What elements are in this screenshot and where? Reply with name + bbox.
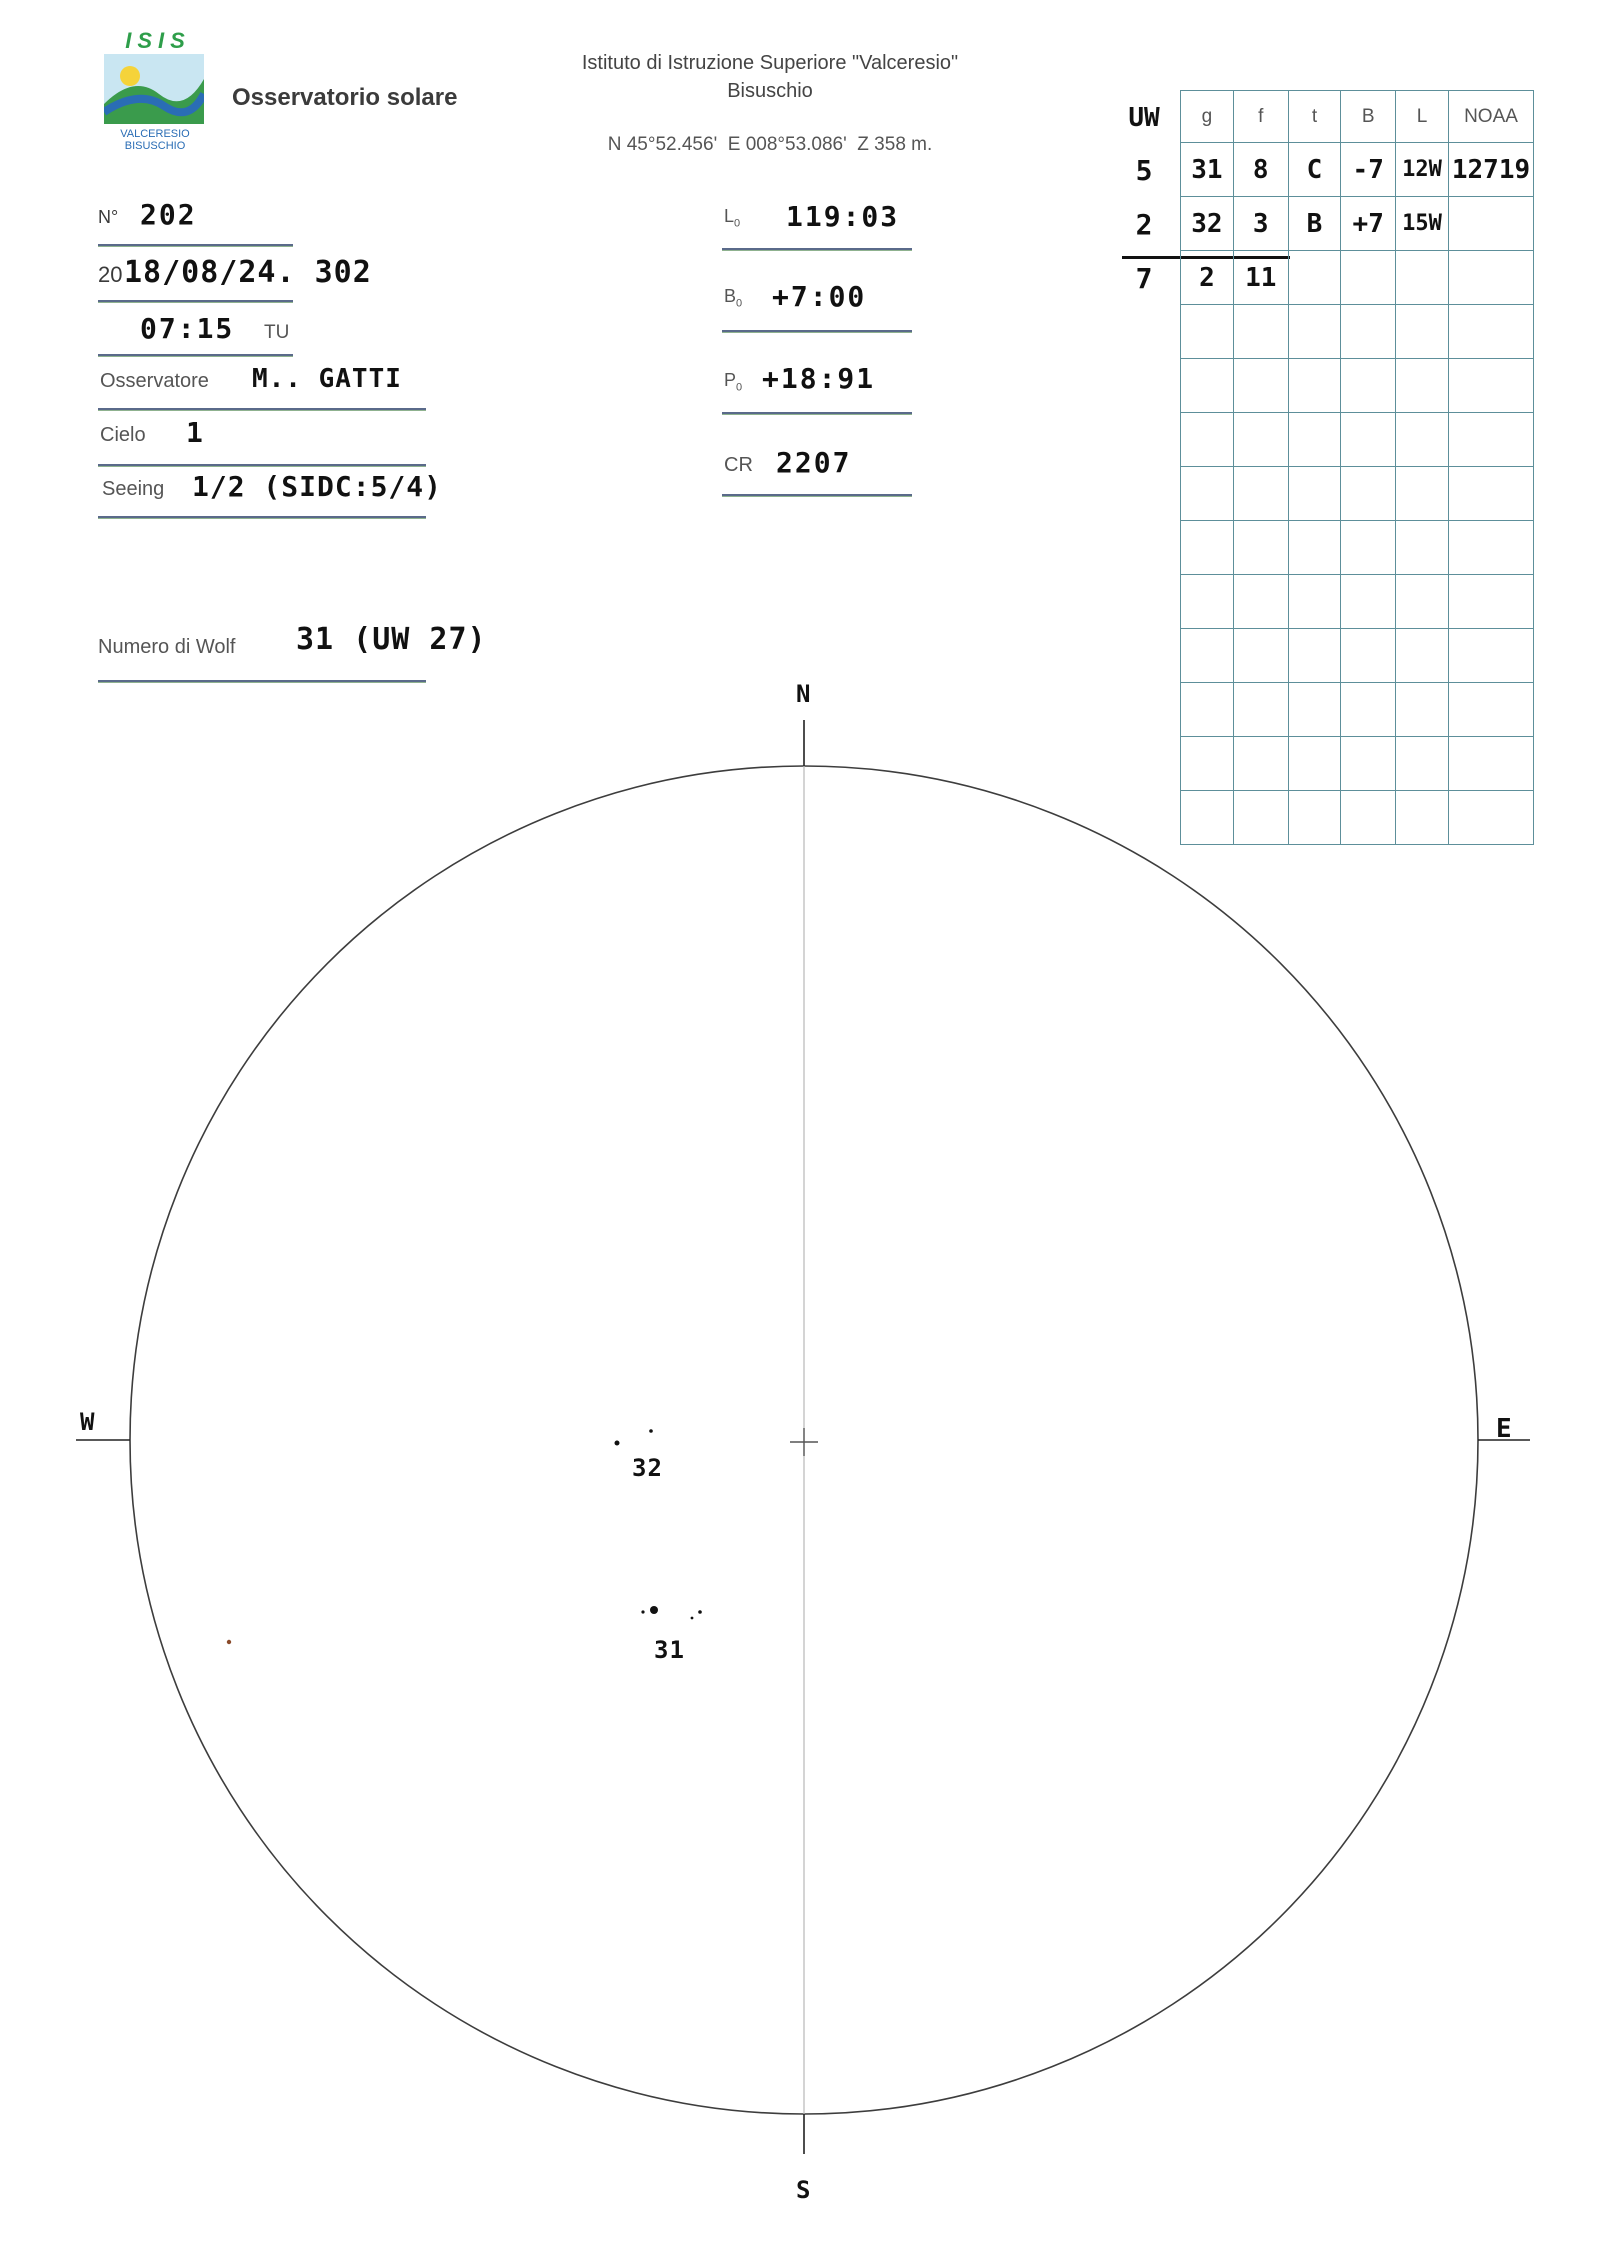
uw-value: 2 bbox=[1135, 208, 1153, 241]
north-label: N bbox=[796, 680, 811, 708]
sunspot bbox=[698, 1610, 702, 1614]
number-value: 202 bbox=[140, 198, 197, 231]
uw-value: 5 bbox=[1135, 154, 1153, 187]
seeing-value: 1/2 (SIDC:5/4) bbox=[192, 470, 443, 503]
table-cell-empty bbox=[1288, 467, 1341, 521]
table-row-empty bbox=[1181, 467, 1534, 521]
table-cell-empty bbox=[1233, 629, 1288, 683]
table-cell: -7 bbox=[1341, 143, 1396, 197]
south-label: S bbox=[796, 2176, 811, 2204]
table-cell: 31 bbox=[1181, 143, 1234, 197]
table-cell-empty bbox=[1449, 467, 1534, 521]
logo-caption-2: BISUSCHIO bbox=[124, 140, 186, 152]
table-cell-empty bbox=[1181, 413, 1234, 467]
table-cell-empty bbox=[1288, 359, 1341, 413]
table-cell bbox=[1449, 197, 1534, 251]
table-cell: 12719 bbox=[1449, 143, 1534, 197]
seeing-label: Seeing bbox=[102, 478, 165, 500]
solar-disk-drawing bbox=[0, 680, 1600, 2240]
table-cell-empty bbox=[1341, 467, 1396, 521]
table-cell bbox=[1288, 251, 1341, 305]
table-cell-empty bbox=[1341, 521, 1396, 575]
date-value: 18/08/24. 302 bbox=[124, 255, 372, 290]
table-cell-empty bbox=[1341, 413, 1396, 467]
table-cell-empty bbox=[1449, 359, 1534, 413]
table-cell-empty bbox=[1288, 413, 1341, 467]
table-cell-empty bbox=[1233, 521, 1288, 575]
observer-label: Osservatore bbox=[100, 370, 209, 392]
table-cell-empty bbox=[1449, 413, 1534, 467]
logo-wordmark: ISIS bbox=[125, 28, 191, 53]
table-cell-empty bbox=[1396, 359, 1449, 413]
table-cell-empty bbox=[1341, 359, 1396, 413]
observatory-title: Osservatorio solare bbox=[232, 84, 458, 111]
p0-label: $P_0$ bbox=[724, 370, 743, 394]
table-cell-empty bbox=[1396, 629, 1449, 683]
table-row-empty bbox=[1181, 359, 1534, 413]
logo-caption-1: VALCERESIO bbox=[120, 128, 190, 140]
table-cell-empty bbox=[1341, 629, 1396, 683]
uw-header: UW bbox=[1128, 103, 1160, 133]
l0-value: 119:03 bbox=[786, 200, 900, 233]
number-label: N° bbox=[98, 207, 119, 227]
west-label: W bbox=[80, 1408, 95, 1436]
b0-underline bbox=[722, 330, 912, 333]
table-cell-empty bbox=[1233, 575, 1288, 629]
column-header-t: t bbox=[1288, 91, 1341, 143]
observer-underline bbox=[98, 408, 426, 411]
table-cell-empty bbox=[1288, 629, 1341, 683]
school-logo bbox=[100, 28, 210, 158]
sunspot bbox=[615, 1441, 620, 1446]
sky-value: 1 bbox=[186, 416, 205, 449]
table-cell-empty bbox=[1396, 521, 1449, 575]
sunspot bbox=[227, 1640, 231, 1644]
wolf-number-label: Numero di Wolf bbox=[98, 636, 236, 658]
group-label-31: 31 bbox=[654, 1636, 685, 1664]
table-cell: 3 bbox=[1233, 197, 1288, 251]
number-underline bbox=[98, 244, 293, 247]
b0-value: +7:00 bbox=[772, 280, 867, 313]
column-header-f: f bbox=[1233, 91, 1288, 143]
table-cell-empty bbox=[1449, 575, 1534, 629]
uw-value: 7 bbox=[1135, 262, 1153, 295]
table-cell-empty bbox=[1288, 305, 1341, 359]
table-cell-empty bbox=[1233, 305, 1288, 359]
p0-value: +18:91 bbox=[762, 362, 876, 395]
table-header-row bbox=[1181, 91, 1534, 143]
table-cell: 12W bbox=[1396, 143, 1449, 197]
time-underline bbox=[98, 354, 293, 357]
table-row-empty bbox=[1181, 413, 1534, 467]
table-cell-empty bbox=[1181, 467, 1234, 521]
date-prefix: 20 bbox=[98, 262, 123, 287]
sky-underline bbox=[98, 464, 426, 467]
table-cell-empty bbox=[1233, 467, 1288, 521]
table-row bbox=[1181, 197, 1534, 251]
east-label: E bbox=[1496, 1414, 1512, 1444]
table-cell: 2 bbox=[1181, 251, 1234, 305]
table-cell-empty bbox=[1181, 305, 1234, 359]
table-cell: C bbox=[1288, 143, 1341, 197]
seeing-underline bbox=[98, 516, 426, 519]
sunspot bbox=[649, 1429, 653, 1433]
table-cell-empty bbox=[1396, 467, 1449, 521]
table-cell bbox=[1341, 251, 1396, 305]
table-cell-empty bbox=[1449, 521, 1534, 575]
table-cell-empty bbox=[1233, 413, 1288, 467]
table-row bbox=[1181, 143, 1534, 197]
column-header-b: B bbox=[1341, 91, 1396, 143]
table-cell: B bbox=[1288, 197, 1341, 251]
sunspot bbox=[691, 1617, 694, 1620]
uw-column bbox=[1112, 92, 1176, 306]
table-cell bbox=[1396, 251, 1449, 305]
table-cell-empty bbox=[1449, 629, 1534, 683]
sunspot bbox=[641, 1610, 644, 1613]
institute-name: Istituto di Istruzione Superiore "Valceresio" bbox=[581, 52, 959, 74]
time-value: 07:15 bbox=[140, 312, 235, 345]
table-cell-empty bbox=[1288, 521, 1341, 575]
table-cell-empty bbox=[1449, 305, 1534, 359]
table-row-empty bbox=[1181, 305, 1534, 359]
cr-label: CR bbox=[724, 454, 753, 476]
wolf-number-value: 31 (UW 27) bbox=[296, 622, 487, 657]
group-label-32: 32 bbox=[632, 1454, 663, 1482]
table-cell-empty bbox=[1396, 305, 1449, 359]
table-cell-empty bbox=[1233, 359, 1288, 413]
table-cell-empty bbox=[1181, 629, 1234, 683]
l0-label: $L_0$ bbox=[724, 206, 741, 230]
table-cell-empty bbox=[1341, 305, 1396, 359]
cr-underline bbox=[722, 494, 912, 497]
table-row-empty bbox=[1181, 521, 1534, 575]
table-cell: 32 bbox=[1181, 197, 1234, 251]
date-underline bbox=[98, 300, 293, 303]
column-header-noaa: NOAA bbox=[1449, 91, 1534, 143]
logo-graphic bbox=[104, 54, 204, 124]
table-cell-empty bbox=[1181, 359, 1234, 413]
table-row-empty bbox=[1181, 575, 1534, 629]
table-cell bbox=[1449, 251, 1534, 305]
table-cell: 11 bbox=[1233, 251, 1288, 305]
sunspot bbox=[650, 1606, 658, 1614]
observer-value: M.. GATTI bbox=[252, 364, 402, 394]
table-cell: 8 bbox=[1233, 143, 1288, 197]
table-cell-empty bbox=[1396, 413, 1449, 467]
p0-underline bbox=[722, 412, 912, 415]
table-cell-empty bbox=[1341, 575, 1396, 629]
table-cell-empty bbox=[1181, 575, 1234, 629]
table-row-empty bbox=[1181, 629, 1534, 683]
l0-underline bbox=[722, 248, 912, 251]
column-header-l: L bbox=[1396, 91, 1449, 143]
table-row bbox=[1181, 251, 1534, 305]
column-header-g: g bbox=[1181, 91, 1234, 143]
observatory-coordinates: N 45°52.456' E 008°53.086' Z 358 m. bbox=[607, 134, 933, 155]
time-label: TU bbox=[264, 322, 290, 343]
b0-label: $B_0$ bbox=[724, 286, 743, 310]
sky-label: Cielo bbox=[100, 424, 146, 446]
table-cell: 15W bbox=[1396, 197, 1449, 251]
table-cell: +7 bbox=[1341, 197, 1396, 251]
cr-value: 2207 bbox=[776, 446, 852, 479]
table-cell-empty bbox=[1396, 575, 1449, 629]
table-cell-empty bbox=[1181, 521, 1234, 575]
table-cell-empty bbox=[1288, 575, 1341, 629]
institute-town: Bisuschio bbox=[727, 80, 813, 102]
